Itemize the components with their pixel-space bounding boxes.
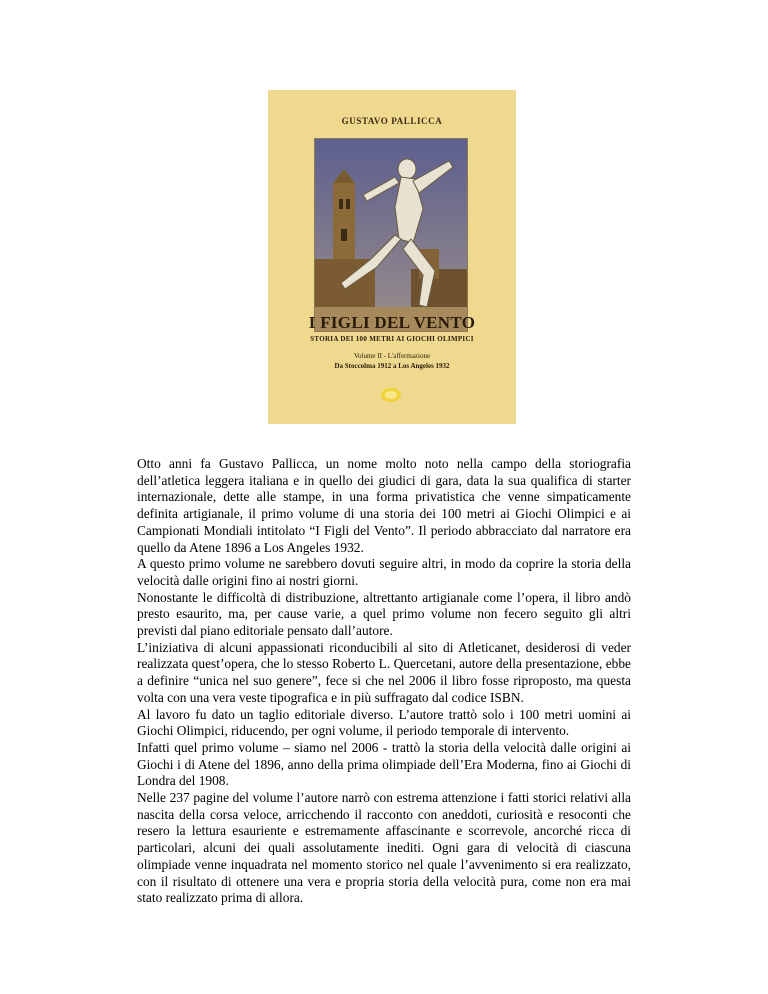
cover-years: Da Stoccolma 1912 a Los Angeles 1932 [334,362,450,370]
cover-volume: Volume II - L'affermazione [353,352,431,360]
article-body [137,456,631,907]
cover-author: GUSTAVO PALLICCA [341,116,443,126]
paragraph: Nelle 237 pagine del volume l’autore narrò con estrema attenzione i fatti storici relativi alla nascita della corsa veloce, arricchendo il racconto con aneddoti, curiosità e resoconti che resero la lettura esauriente e estremamente affascinante e scorrevole, ancorché ricca di particolari, alcuni dei quali assolutamente inediti. Ogni gara di velocità di ciascuna olimpiade venne inquadrata nel momento storico nel quale l’avvenimento si era realizzato, con il risultato di ottenere una vera e propria storia della velocità pura, come non era mai stato realizzato prima di allora. [137,790,631,906]
publisher-logo-icon [380,387,402,403]
paragraph: Infatti quel primo volume – siamo nel 2006 - trattò la storia della velocità dalle origini ai Giochi i di Atene del 1896, anno della prima olimpiade dell’Era Moderna, fino ai Giochi di Londra del 1908. [137,739,631,789]
paragraph: Al lavoro fu dato un taglio editoriale diverso. L’autore trattò solo i 100 metri uomini ai Giochi Olimpici, riducendo, per ogni volume, il periodo temporale di intervento. [137,706,631,739]
paragraph: Nonostante le difficoltà di distribuzione, altrettanto artigianale come l’opera, il libro andò presto esaurito, ma, per cause varie, a quel primo volume non fecero seguito gli altri previsti dal piano editoriale pensato dall’autore. [137,589,631,639]
paragraph: L’iniziativa di alcuni appassionati riconducibili al sito di Atleticanet, desiderosi di veder realizzata quest’opera, che lo stesso Roberto L. Quercetani, autore della presentazione, ebbe a definire “unica nel suo genere”, fece si che nel 2006 il libro fosse riproposto, ma questa volta con una vera veste tipografica e in più suffragato dal codice ISBN. [137,639,631,705]
cover-subtitle: STORIA DEI 100 METRI AI GIOCHI OLIMPICI [310,335,474,343]
paragraph: Otto anni fa Gustavo Pallicca, un nome molto noto nella campo della storiografia dell’atletica leggera italiana e in quello dei giudici di gara, data la sua qualifica di starter internazionale, dette alle stampe, in una forma privatistica che venne simpaticamente definita artigianale, il primo volume di una storia dei 100 metri ai Giochi Olimpici e ai Campionati Mondiali intitolato “I Figli del Vento”. Il periodo abbracciato dal narratore era quello da Atene 1896 a Los Angeles 1932. [137,456,631,555]
cover-title: I FIGLI DEL VENTO [308,313,476,332]
cover-illustration [314,138,468,332]
book-cover [268,90,516,424]
paragraph: A questo primo volume ne sarebbero dovuti seguire altri, in modo da coprire la storia della velocità dalle origini fino ai nostri giorni. [137,556,631,588]
